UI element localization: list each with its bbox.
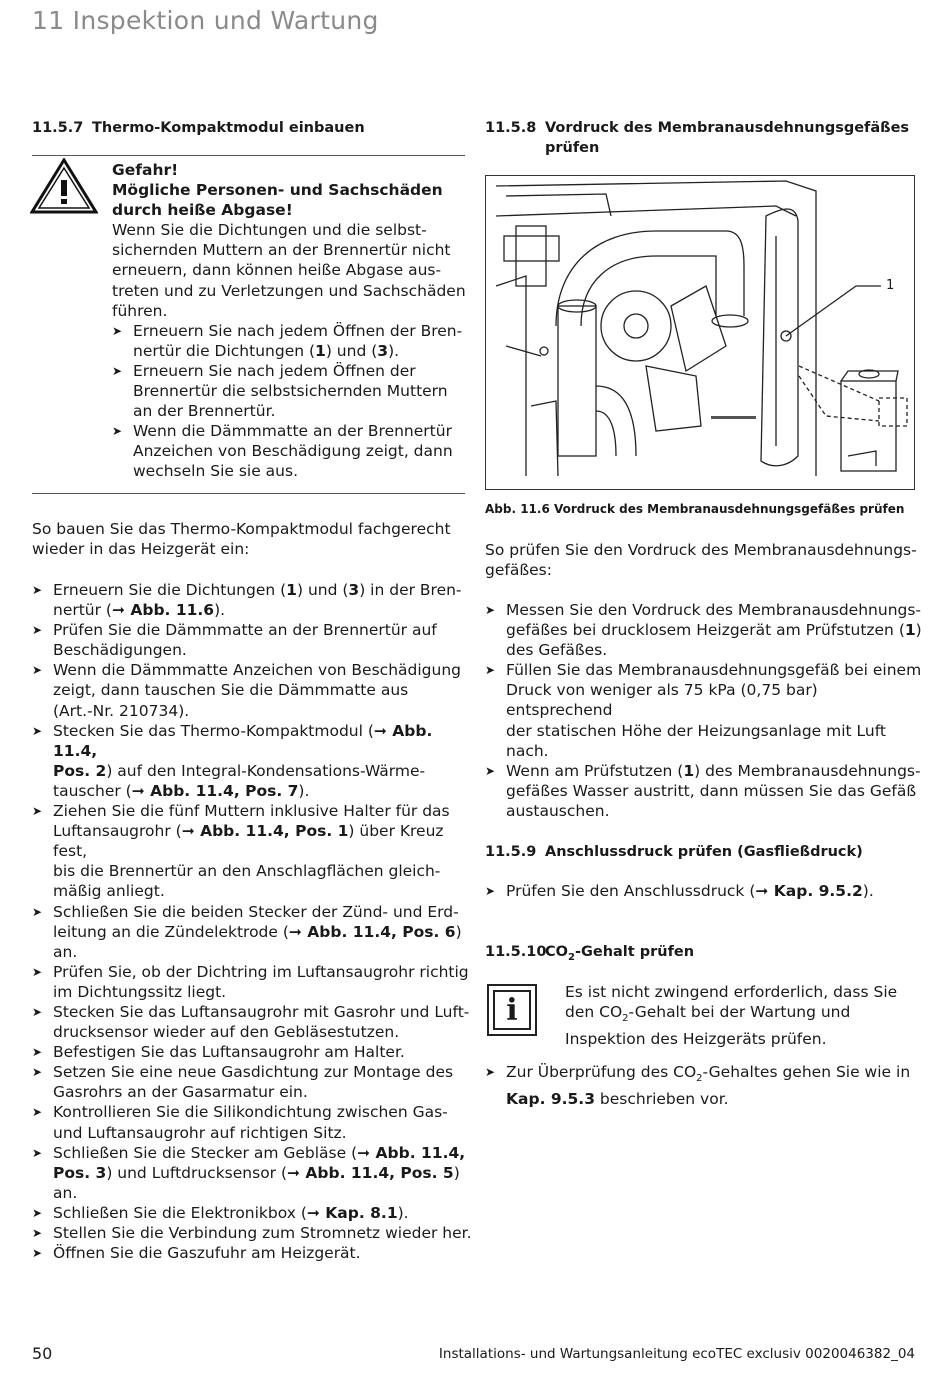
intro-paragraph-right [485,540,925,580]
list-item [112,361,467,421]
pressure-steps-list [485,881,925,901]
list-item [32,660,477,720]
list-item-line: ➤ Füllen Sie das Membranausdehnungsgefäß bei einem [506,661,922,680]
intro-line: wieder in das Heizgerät ein: [32,540,250,559]
section-title: $CO_2$-Gehalt prüfen [545,944,695,963]
list-item-line: ➤ Öffnen Sie die Gaszufuhr am Heizgerät. [53,1244,361,1263]
list-item [32,801,477,901]
list-item-line: ➤ Wenn am Prüfstutzen (1) des Membranausdehnungs- [506,761,921,780]
intro-line: gefäßes: [485,561,552,580]
list-item [32,1223,477,1243]
list-item-line: Druck von weniger als 75 kPa (0,75 bar) entsprechend [506,681,818,720]
list-item [32,1143,477,1203]
list-item-line: tauscher (➞ Abb. 11.4, Pos. 7). [53,781,310,800]
warning-line: Wenn Sie die Dichtungen und die selbst- [112,221,427,240]
section-number: 11.5.7 [32,120,84,136]
list-item [485,660,925,760]
list-item-line: leitung an die Zündelektrode (➞ Abb. 11.4, Pos. 6) an. [53,922,462,961]
list-item-line: zeigt, dann tauschen Sie die Dämmmatte aus [53,681,409,700]
list-item [32,580,477,620]
list-item-line: Beschädigungen. [53,641,187,660]
list-item [32,902,477,962]
section-heading-11-5-10 [485,942,694,968]
warning-line: sichernden Muttern an der Brennertür nicht [112,241,451,260]
list-item-line: ➤ Setzen Sie eine neue Gasdichtung zur Montage des [53,1063,454,1082]
list-item-line: drucksensor wieder auf den Gebläsestutzen. [53,1023,400,1042]
list-item-line: nach. [506,741,549,760]
info-line: Es ist nicht zwingend erforderlich, dass Sie [565,983,898,1001]
intro-paragraph [32,519,472,559]
list-item-line: ➤ Stellen Sie die Verbindung zum Stromnetz wieder her. [53,1224,472,1242]
section-heading-11-5-7 [32,118,365,138]
divider-bottom [32,493,465,494]
list-item [32,962,477,1002]
vessel-steps-list [485,600,925,821]
list-item-line: nertür die Dichtungen (1) und (3). [133,341,400,360]
section-number: 11.5.9 [485,844,537,860]
info-line: Inspektion des Heizgeräts prüfen. [565,1030,827,1049]
warning-line: treten und zu Verletzungen und Sachschäden [112,281,466,300]
list-item-line: ➤ Erneuern Sie nach jedem Öffnen der Bren- [133,321,463,340]
list-item-line: ➤ Wenn die Dämmmatte Anzeichen von Beschädigung [53,661,461,680]
list-item-line: ➤ Zur Überprüfung des $CO_2$-Gehaltes gehen Sie wie in [506,1063,911,1085]
warning-list [112,321,467,482]
list-item-line: bis die Brennertür an den Anschlagflächen gleich- [53,862,441,881]
co2-steps-list [485,1062,925,1109]
list-item [32,1102,477,1142]
list-item-line: ➤ Schließen Sie die beiden Stecker der Zünd- und Erd- [53,902,459,921]
list-item [485,761,925,821]
list-item [112,321,467,361]
figure-callout-1: 1 [886,278,895,293]
install-steps-list [32,580,477,1263]
divider-top [32,155,465,156]
list-item [485,1062,925,1109]
info-icon: i [487,984,537,1036]
list-item-line: ➤ Prüfen Sie die Dämmmatte an der Brennertür auf [53,621,437,640]
list-item-line: des Gefäßes. [506,641,608,660]
list-item-line: und Luftansaugrohr auf richtigen Sitz. [53,1123,347,1142]
intro-line: So prüfen Sie den Vordruck des Membranausdehnungs- [485,541,917,559]
list-item-line: Pos. 2) auf den Integral-Kondensations-Wärme- [53,761,426,780]
list-item-line: gefäßes bei drucklosem Heizgerät am Prüfstutzen (1) [506,621,922,640]
list-item-line: der statischen Höhe der Heizungsanlage mit Luft [506,721,886,740]
list-item-line: ➤ Stecken Sie das Thermo-Kompaktmodul (➞ Abb. 11.4, [53,721,433,760]
list-item-line: Luftansaugrohr (➞ Abb. 11.4, Pos. 1) über Kreuz fest, [53,822,444,861]
section-title: Thermo-Kompaktmodul einbauen [92,120,365,136]
list-item-line: gefäßes Wasser austritt, dann müssen Sie das Gefäß [506,781,917,800]
list-item-line: nertür (➞ Abb. 11.6). [53,601,226,620]
list-item-line: wechseln Sie sie aus. [133,462,299,481]
section-heading-11-5-8 [485,118,909,158]
list-item-line: Gasrohrs an der Gasarmatur ein. [53,1083,308,1102]
list-item-line: ➤ Messen Sie den Vordruck des Membranausdehnungs- [506,601,922,619]
document-reference: Installations- und Wartungsanleitung ecoTEC exclusiv 0020046382_04 [438,1346,915,1362]
list-item-line: ➤ Stecken Sie das Luftansaugrohr mit Gasrohr und Luft- [53,1002,470,1021]
section-title-cont: prüfen [545,140,600,156]
list-item [112,421,467,481]
list-item-line: Kap. 9.5.3 beschrieben vor. [506,1090,729,1109]
warning-box [112,160,467,482]
list-item-line: (Art.-Nr. 210734). [53,701,190,720]
list-item [32,1002,477,1042]
figure-expansion-vessel [485,175,915,490]
section-number: 11.5.8 [485,120,537,136]
section-title: Vordruck des Membranausdehnungsgefäßes [545,120,910,136]
list-item-line: ➤ Prüfen Sie, ob der Dichtring im Luftansaugrohr richtig [53,962,469,981]
list-item [32,620,477,660]
figure-caption: Abb. 11.6 Vordruck des Membranausdehnungsgefäßes prüfen [485,502,905,516]
list-item-line: ➤ Wenn die Dämmmatte an der Brennertür [133,422,452,441]
list-item-line: ➤ Schließen Sie die Elektronikbox (➞ Kap. 8.1). [53,1203,409,1222]
list-item [32,1243,477,1263]
section-number: 11.5.10 [485,944,547,960]
page-number: 50 [32,1344,53,1363]
list-item [32,721,477,801]
list-item-line: an der Brennertür. [133,402,276,421]
section-title: Anschlussdruck prüfen (Gasfließdruck) [545,844,863,860]
info-note [565,982,925,1049]
chapter-header: 11 Inspektion und Wartung [32,6,379,35]
list-item [485,881,925,901]
list-item-line: ➤ Ziehen Sie die fünf Muttern inklusive Halter für das [53,802,450,821]
warning-line: erneuern, dann können heiße Abgase aus- [112,261,442,280]
list-item-line: ➤ Schließen Sie die Stecker am Gebläse (➞ Abb. 11.4, [53,1143,466,1162]
list-item-line: Anzeichen von Beschädigung zeigt, dann [133,442,453,461]
warning-line: führen. [112,301,168,320]
boiler-illustration [486,176,915,490]
list-item-line: mäßig anliegt. [53,882,165,901]
section-heading-11-5-9 [485,842,863,862]
list-item-line: ➤ Kontrollieren Sie die Silikondichtung zwischen Gas- [53,1103,448,1122]
list-item-line: ➤ Erneuern Sie die Dichtungen (1) und (3) in der Bren- [53,581,462,599]
intro-line: So bauen Sie das Thermo-Kompaktmodul fachgerecht [32,520,451,538]
list-item-line: ➤ Erneuern Sie nach jedem Öffnen der [133,361,416,380]
list-item [485,600,925,660]
list-item-line: Brennertür die selbstsichernden Muttern [133,382,448,401]
list-item-line: austauschen. [506,801,610,820]
list-item-line: ➤ Prüfen Sie den Anschlussdruck (➞ Kap. 9.5.2). [506,882,874,900]
list-item-line: ➤ Befestigen Sie das Luftansaugrohr am Halter. [53,1043,405,1062]
warning-heading: Gefahr! [112,161,179,179]
list-item-line: im Dichtungssitz liegt. [53,982,227,1001]
warning-subheading: Mögliche Personen- und Sachschäden durch heiße Abgase! [112,181,443,220]
list-item-line: Pos. 3) und Luftdrucksensor (➞ Abb. 11.4, Pos. 5) an. [53,1163,460,1202]
info-line: den $CO_2$-Gehalt bei der Wartung und [565,1003,851,1025]
list-item [32,1062,477,1102]
warning-triangle-icon [30,158,98,214]
list-item [32,1203,477,1223]
list-item [32,1042,477,1062]
